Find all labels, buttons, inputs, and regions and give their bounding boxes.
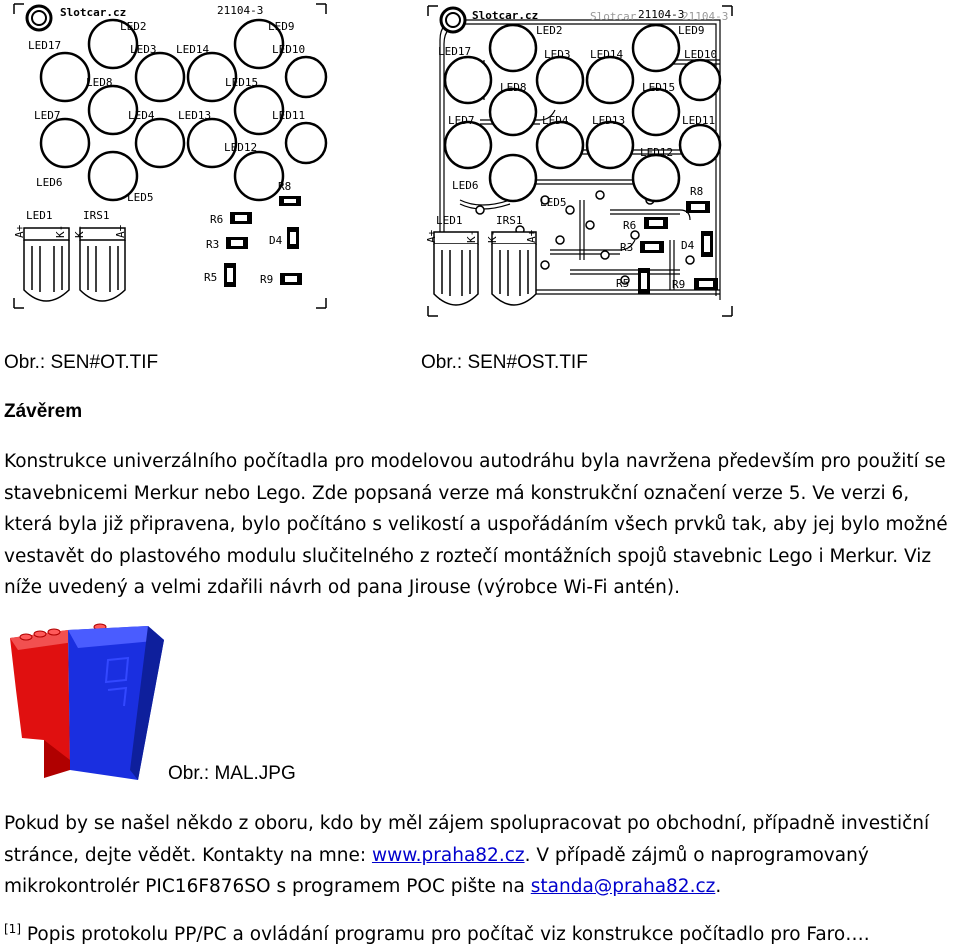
email-link[interactable]: standa@praha82.cz <box>530 876 716 897</box>
led12-label: LED12 <box>224 141 258 154</box>
r-irs1-cathode-label: K- <box>486 229 499 243</box>
led4-label: LED4 <box>128 109 155 122</box>
r-irs1-label: IRS1 <box>496 214 523 227</box>
led17-label: LED17 <box>28 39 62 52</box>
pcb-traces-image <box>420 0 740 320</box>
r-r3-label: R3 <box>620 241 634 254</box>
caption-mal: Obr.: MAL.JPG <box>168 763 296 784</box>
caption-left: Obr.: SEN#OT.TIF <box>4 352 159 373</box>
led8-label: LED8 <box>86 76 113 89</box>
r-led9-label: LED9 <box>678 24 705 37</box>
ghost-code-label: 21104-3 <box>682 10 729 23</box>
r-r6-label: R6 <box>623 219 637 232</box>
led6-label: LED6 <box>36 176 63 189</box>
r-d4-label: D4 <box>681 239 695 252</box>
r-led1-cathode-label: K- <box>465 229 478 243</box>
r3-label: R3 <box>206 238 220 251</box>
r-led4-label: LED4 <box>542 114 569 127</box>
irs1-label: IRS1 <box>83 209 110 222</box>
conclusion-paragraph: Konstrukce univerzálního počítadla pro modelovou autodráhu byla navržena především pro použití se stavebnicemi Merkur nebo Lego. Zde popsaná verze má konstrukční označení verze 5. Ve verzi 6, která byla již připravena, bylo počítáno s velikostí a uspořádáním všech prvků tak, aby jej bylo možné vestavět do plastového modulu slučitelného z roztečí montážních spojů stavebnic Lego i Merkur. Viz níže uvedený a velmi zdařili návrh od pana Jirouse (výrobce Wi-Fi antén). <box>4 451 948 598</box>
r-led1-anode-label: A+ <box>425 229 438 243</box>
section-heading: Závěrem <box>4 401 83 422</box>
ghost-title-label: Slotcar <box>590 10 637 23</box>
d4-label: D4 <box>269 234 283 247</box>
footnote <box>4 914 959 951</box>
led10-label: LED10 <box>272 43 306 56</box>
r6-label: R6 <box>210 213 224 226</box>
r-led15-label: LED15 <box>642 81 676 94</box>
pcb2-code-label: 21104-3 <box>638 8 685 21</box>
pcb-silkscreen-image <box>10 0 330 312</box>
website-link[interactable]: www.praha82.cz <box>371 844 525 866</box>
pcb-title-label: Slotcar.cz <box>60 6 127 19</box>
r-led11-label: LED11 <box>682 114 716 127</box>
led1-anode-label: A+ <box>13 224 26 238</box>
r-led17-label: LED17 <box>438 45 472 58</box>
footnote-text: Popis protokolu PP/PC a ovládání programu pro počítač viz konstrukce počítadlo pro Faro…. <box>21 924 870 946</box>
led13-label: LED13 <box>178 109 212 122</box>
led1-label: LED1 <box>26 209 53 222</box>
led9-label: LED9 <box>268 20 295 33</box>
r-led13-label: LED13 <box>592 114 626 127</box>
contact-text-a: Pokud by se našel někdo z oboru, kdo by měl zájem spolupracovat po obchodní, případně investiční stránce, dejte vědět. Kontakty na mne: <box>4 813 930 866</box>
led1-cathode-label: K- <box>54 224 67 238</box>
r-r8-label: R8 <box>690 185 704 198</box>
r5-label: R5 <box>204 271 218 284</box>
contact-paragraph <box>4 808 959 903</box>
r8-label: R8 <box>278 180 292 193</box>
r9-label: R9 <box>260 273 274 286</box>
caption-right: Obr.: SEN#OST.TIF <box>421 352 588 373</box>
pcb-code-label: 21104-3 <box>217 4 264 17</box>
led14-label: LED14 <box>176 43 210 56</box>
r-led6-label: LED6 <box>452 179 479 192</box>
r-led2-label: LED2 <box>536 24 563 37</box>
led7-label: LED7 <box>34 109 61 122</box>
contact-text-c: . <box>715 876 722 897</box>
led15-label: LED15 <box>225 76 259 89</box>
led3-label: LED3 <box>130 43 157 56</box>
irs1-cathode-label: K- <box>73 224 86 238</box>
pcb2-title-label: Slotcar.cz <box>472 9 539 22</box>
r-led1-label: LED1 <box>436 214 463 227</box>
led5-label: LED5 <box>127 191 154 204</box>
led2-label: LED2 <box>120 20 147 33</box>
r-r5-label: R5 <box>616 277 630 290</box>
r-led10-label: LED10 <box>684 48 718 61</box>
r-led5-label: LED5 <box>540 196 567 209</box>
irs1-anode-label: A+ <box>114 224 127 238</box>
r-r9-label: R9 <box>672 278 686 291</box>
r-irs1-anode-label: A+ <box>525 229 538 243</box>
footnote-mark: [1] <box>4 922 21 936</box>
led11-label: LED11 <box>272 109 306 122</box>
lego-module-image <box>8 620 168 780</box>
r-led8-label: LED8 <box>500 81 527 94</box>
r-led12-label: LED12 <box>640 146 674 159</box>
r-led3-label: LED3 <box>544 48 571 61</box>
r-led7-label: LED7 <box>448 114 475 127</box>
contact-text-b: . V případě zájmů o naprogramovaný mikrokontrolér PIC16F876SO s programem POC pište na <box>4 844 869 897</box>
r-led14-label: LED14 <box>590 48 624 61</box>
